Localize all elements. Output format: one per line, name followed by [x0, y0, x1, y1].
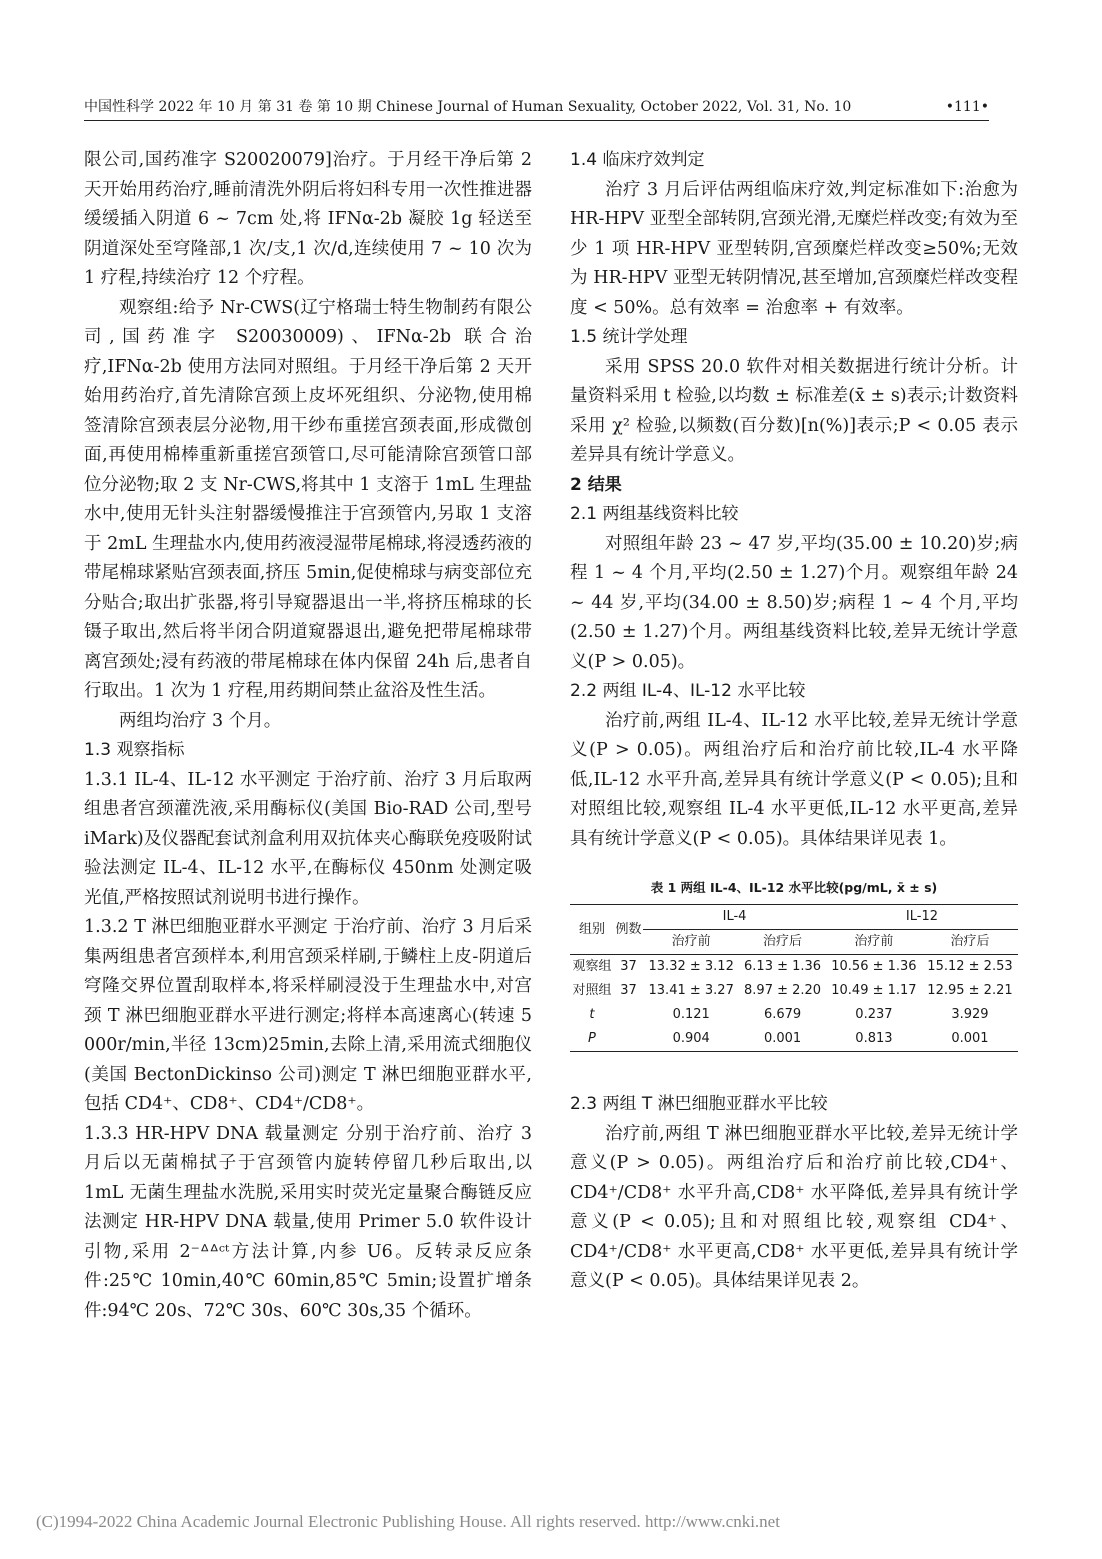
col-header-il4-before: 治疗前 [643, 930, 739, 955]
col-header-il12: IL-12 [826, 905, 1018, 930]
heading-1-4: 1.4 临床疗效判定 [570, 150, 705, 170]
cell-il4-after: 8.97 ± 2.20 [744, 983, 822, 998]
heading-1-5: 1.5 统计学处理 [570, 327, 688, 347]
paragraph-observation-group: 观察组:给予 Nr-CWS(辽宁格瑞士特生物制药有限公司,国药准字 S20030009)、IFNα-2b 联合治疗,IFNα-2b 使用方法同对照组。于月经干净后第 2 天开始用药治疗,首先清除宫颈上皮坏死组织、分泌物,使用棉签清除宫颈表层分泌物,用干纱布重搓宫颈表面,形成微创面,再使用棉棒重新重搓宫颈管口,尽可能清除宫颈管口部位分泌物;取 2 支 Nr-CWS,将其中 1 支溶于 1mL 生理盐水中,使用无针头注射器缓慢推注于宫颈管内,另取 1 支溶于 2mL 生理盐水内,使用药液浸湿带尾棉球,将浸透药液的带尾棉球紧贴宫颈表面,挤压 5min,促使棉球与病变部位充分贴合;取出扩张器,将引导窥器退出一半,将挤压棉球的长镊子取出,然后将半闭合阴道窥器退出,避免把带尾棉球带离宫颈处;浸有药液的带尾棉球在体内保留 24h 后,患者自行取出。1 次为 1 疗程,用药期间禁止盆浴及性生活。 [84, 297, 532, 701]
cell-il4-before: 0.121 [672, 1007, 710, 1022]
col-header-il12-before: 治疗前 [826, 930, 922, 955]
cell-il4-before: 13.32 ± 3.12 [648, 959, 734, 974]
cell-il4-after: 6.13 ± 1.36 [744, 959, 822, 974]
col-header-il12-after: 治疗后 [922, 930, 1018, 955]
table-1-caption: 表 1 两组 IL-4、IL-12 水平比较(pg/mL, x̄ ± s) [650, 880, 938, 895]
paragraph-1-3-3: 1.3.3 HR-HPV DNA 载量测定 分别于治疗前、治疗 3 月后以无菌棉拭子于宫颈管内旋转停留几秒后取出,以 1mL 无菌生理盐水洗脱,采用实时荧光定量聚合酶链反应法测定 HR-HPV DNA 载量,使用 Primer 5.0 软件设计引物,采用 2⁻ᐞᐞᶜᵗ方法计算,内参 U6。反转录反应条件:25℃ 10min,40℃ 60min,85℃ 5min;设置扩增条件:94℃ 20s、72℃ 30s、60℃ 30s,35 个循环。 [84, 1123, 532, 1321]
table-row [570, 979, 1018, 1003]
paragraph-continued: 限公司,国药准字 S20020079]治疗。于月经干净后第 2 天开始用药治疗,睡前清洗外阴后将妇科专用一次性推进器缓缓插入阴道 6 ~ 7cm 处,将 IFNα-2b 凝胶 1g 轻送至阴道深处至穹隆部,1 次/支,1 次/d,连续使用 7 ~ 10 次为 1 疗程,持续治疗 12 个疗程。 [84, 150, 532, 288]
cell-group: t [589, 1007, 595, 1022]
cell-il12-after: 0.001 [922, 1027, 1018, 1052]
heading-2-3: 2.3 两组 T 淋巴细胞亚群水平比较 [570, 1094, 828, 1114]
paragraph-2-1: 对照组年龄 23 ~ 47 岁,平均(35.00 ± 10.20)岁;病程 1 ~ 4 个月,平均(2.50 ± 1.27)个月。观察组年龄 24 ~ 44 岁,平均(34.00 ± 8.50)岁;病程 1 ~ 4 个月,平均(2.50 ± 1.27)个月。两组基线资料比较,差异无统计学意义(P > 0.05)。 [570, 533, 1018, 672]
col-header-group: 组别 [570, 905, 614, 955]
cell-group: P [570, 1027, 614, 1052]
heading-2-2: 2.2 两组 IL-4、IL-12 水平比较 [570, 681, 806, 701]
cell-n: 37 [620, 959, 637, 974]
heading-1-3: 1.3 观察指标 [84, 740, 185, 760]
table-1 [570, 904, 1018, 1052]
journal-line: 中国性科学 2022 年 10 月 第 31 卷 第 10 期 Chinese Journal of Human Sexuality, October 2022, Vol. 31, No. 10 [84, 99, 852, 115]
paragraph-1-5: 采用 SPSS 20.0 软件对相关数据进行统计分析。计量资料采用 t 检验,以均数 ± 标准差(x̄ ± s)表示;计数资料采用 χ² 检验,以频数(百分数)[n(%)]表示;P < 0.05 表示差异具有统计学意义。 [570, 356, 1018, 465]
right-column [570, 146, 1018, 1297]
cell-group: 观察组 [572, 959, 612, 974]
cell-n: 37 [620, 983, 637, 998]
paragraph-2-2: 治疗前,两组 IL-4、IL-12 水平比较,差异无统计学意义(P > 0.05)。两组治疗后和治疗前比较,IL-4 水平降低,IL-12 水平升高,差异具有统计学意义(P < 0.05);且和对照组比较,观察组 IL-4 水平更低,IL-12 水平更高,差异具有统计学意义(P < 0.05)。具体结果详见表 1。 [570, 710, 1018, 849]
cell-il4-after: 6.679 [763, 1007, 802, 1022]
col-header-il4: IL-4 [643, 905, 826, 930]
cell-il12-before: 10.56 ± 1.36 [831, 959, 917, 974]
cell-il4-after: 0.001 [739, 1027, 826, 1052]
cell-n [614, 1003, 643, 1027]
copyright-footer: (C)1994-2022 China Academic Journal Electronic Publishing House. All rights reserved. http://www.cnki.net [36, 1512, 780, 1531]
cell-il12-before: 10.49 ± 1.17 [831, 983, 917, 998]
cell-group: 对照组 [572, 983, 612, 998]
table-row [570, 1027, 1018, 1052]
cell-il12-after: 12.95 ± 2.21 [927, 983, 1013, 998]
paragraph-treatment-duration: 两组均治疗 3 个月。 [119, 710, 282, 731]
cell-il4-before: 0.904 [643, 1027, 739, 1052]
cell-il12-before: 0.237 [855, 1007, 893, 1022]
table-row [570, 955, 1018, 980]
left-column [84, 146, 532, 1326]
paragraph-1-3-1: 1.3.1 IL-4、IL-12 水平测定 于治疗前、治疗 3 月后取两组患者宫颈灌洗液,采用酶标仪(美国 Bio-RAD 公司,型号 iMark)及仪器配套试剂盒利用双抗体夹心酶联免疫吸附试验法测定 IL-4、IL-12 水平,在酶标仪 450nm 处测定吸光值,严格按照试剂说明书进行操作。 [84, 769, 532, 908]
cell-n [614, 1027, 643, 1052]
cell-il12-before: 0.813 [826, 1027, 922, 1052]
col-header-n: 例数 [614, 905, 643, 955]
table-row [570, 1003, 1018, 1027]
col-header-il4-after: 治疗后 [739, 930, 826, 955]
cell-il12-after: 3.929 [951, 1007, 989, 1022]
cell-il12-after: 15.12 ± 2.53 [927, 959, 1013, 974]
page-number: •111• [945, 99, 989, 115]
paragraph-1-4: 治疗 3 月后评估两组临床疗效,判定标准如下:治愈为 HR-HPV 亚型全部转阴,宫颈光滑,无糜烂样改变;有效为至少 1 项 HR-HPV 亚型转阴,宫颈糜烂样改变≥50%;无效为 HR-HPV 亚型无转阴情况,甚至增加,宫颈糜烂样改变程度 < 50%。总有效率 = 治愈率 + 有效率。 [570, 179, 1018, 318]
heading-2-1: 2.1 两组基线资料比较 [570, 504, 739, 524]
paragraph-1-3-2: 1.3.2 T 淋巴细胞亚群水平测定 于治疗前、治疗 3 月后采集两组患者宫颈样本,利用宫颈采样刷,于鳞柱上皮-阴道后穹隆交界位置刮取样本,将采样刷浸没于生理盐水中,对宫颈 T 淋巴细胞亚群水平进行测定;将样本高速离心(转速 5 000r/min,半径 13cm)25min,去除上清,采用流式细胞仪(美国 BectonDickinso 公司)测定 T 淋巴细胞亚群水平,包括 CD4⁺、CD8⁺、CD4⁺/CD8⁺。 [84, 917, 532, 1114]
paragraph-2-3: 治疗前,两组 T 淋巴细胞亚群水平比较,差异无统计学意义(P > 0.05)。两组治疗后和治疗前比较,CD4⁺、CD4⁺/CD8⁺ 水平升高,CD8⁺ 水平降低,差异具有统计学意义(P < 0.05);且和对照组比较,观察组 CD4⁺、CD4⁺/CD8⁺ 水平更高,CD8⁺ 水平更低,差异具有统计学意义(P < 0.05)。具体结果详见表 2。 [570, 1123, 1018, 1291]
header-rule [84, 120, 989, 121]
heading-2: 2 结果 [570, 474, 622, 495]
running-header [84, 96, 989, 118]
cell-il4-before: 13.41 ± 3.27 [648, 983, 734, 998]
